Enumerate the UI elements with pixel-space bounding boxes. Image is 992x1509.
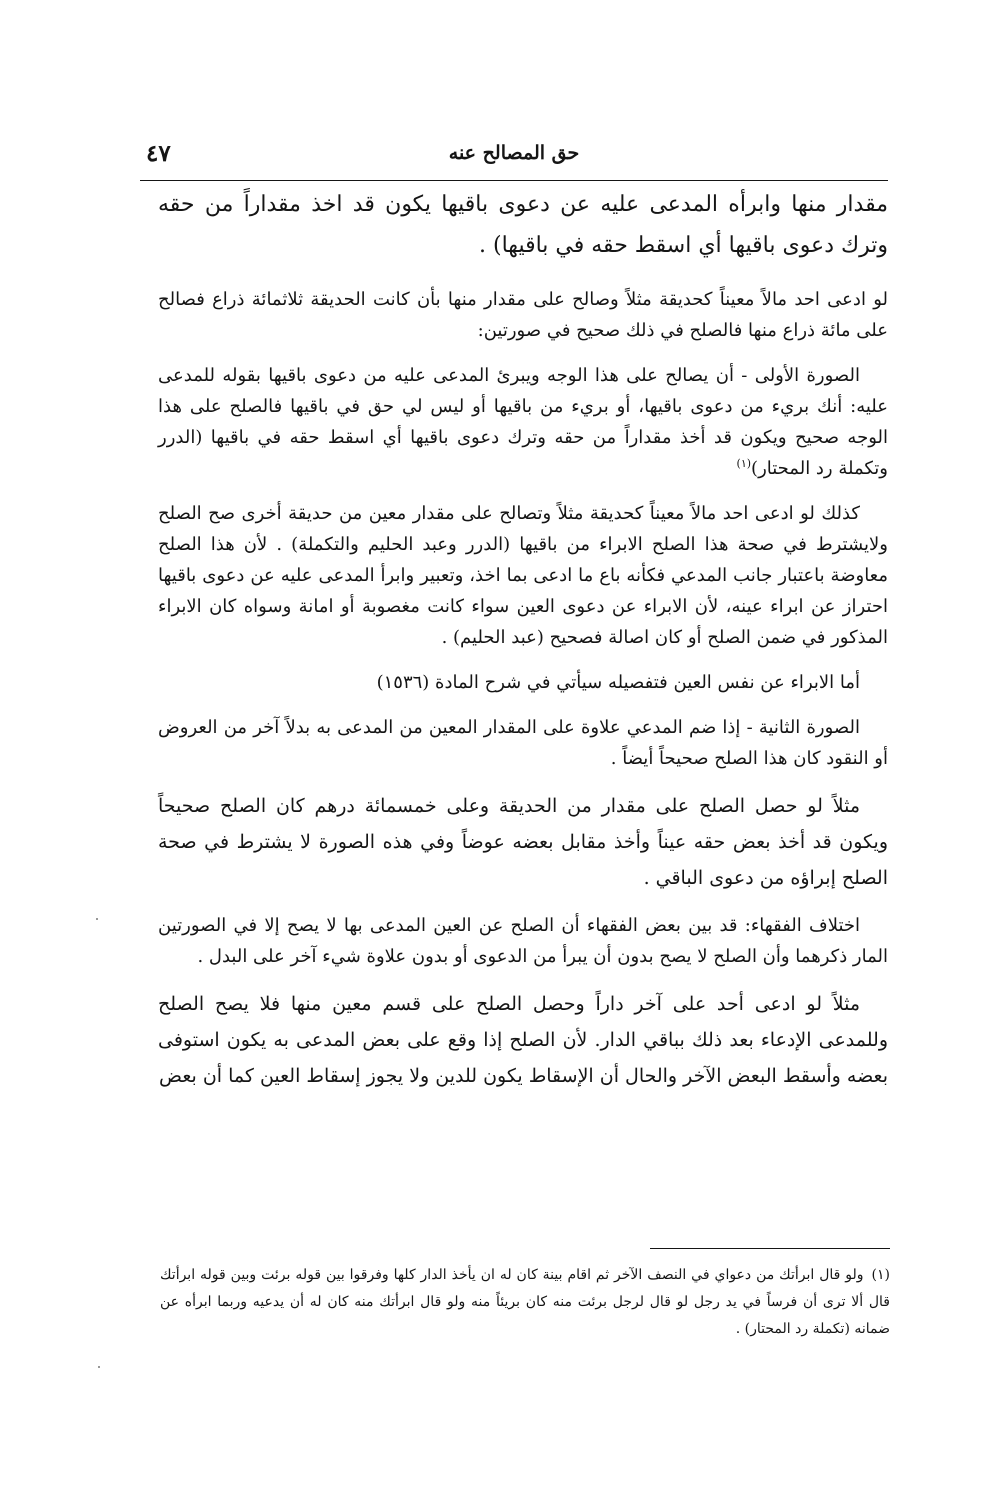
running-header — [140, 138, 888, 178]
paragraph-claim-example: لو ادعى احد مالاً معيناً كحديقة مثلاً وصالح على مقدار منها بأن كانت الحديقة ثلاثمائة ذراع فصالح على مائة ذراع منها فالصلح في ذلك صحيح في صورتين: — [158, 289, 888, 341]
paragraph-continuation: مقدار منها وابرأه المدعى عليه عن دعوى باقيها يكون قد اخذ مقداراً من حقه وترك دعوى باقيها أي اسقط حقه في باقيها) . — [158, 192, 888, 258]
first-form-text: الصورة الأولى - أن يصالح على هذا الوجه ويبرئ المدعى عليه من دعوى باقيها بقوله للمدعى عليه: أنك بريء من دعوى باقيها، أو بريء من باقيها أو ليس لي حق في باقيها فالصلح على هذا الوجه صحيح ويكون قد أخذ مقداراً من حقه وترك دعوى باقيها أي اسقط حقه في باقيها (الدرر وتكملة رد المحتار) — [158, 365, 888, 479]
paragraph-second-form: الصورة الثانية - إذا ضم المدعي علاوة على المقدار المعين من المدعى به بدلاً آخر من العروض أو النقود كان هذا الصلح صحيحاً أيضاً . — [158, 717, 888, 769]
paragraph-first-form — [158, 360, 888, 484]
paragraph-likewise: كذلك لو ادعى احد مالاً معيناً كحديقة مثلاً وتصالح على مقدار معين من حديقة أخرى صح الصلح ولايشترط في صحة هذا الصلح الابراء من باقيها (الدرر وعبد الحليم والتكملة) . لأن هذا الصلح معاوضة باعتبار جانب المدعي فكأنه باع ما ادعى بما اخذ، وتعبير وابرأ المدعى عليه عن دعوى باقيها احتراز عن ابراء عينه، لأن الابراء عن دعوى العين سواء كانت مغصوبة أو امانة وسواه كان الابراء المذكور في ضمن الصلح أو كان اصالة فصحيح (عبد الحليم) . — [158, 503, 888, 648]
footnote-marker: (١) — [871, 1267, 890, 1283]
footnote-reference: (١) — [736, 457, 752, 470]
footnote-text: ولو قال ابرأتك من دعواي في النصف الآخر ثم اقام بينة كان له ان يأخذ الدار كلها وفرقوا بين قوله برئت وبين قوله ابرأتك قال ألا ترى أن فرساً في يد رجل لو قال لرجل برئت منه كان بريئاً منه ولو قال ابرأتك منه كان له أن يدعيه وربما ابرأه عن ضمانه (تكملة رد المحتار) . — [160, 1267, 890, 1337]
page-number: ٤٧ — [146, 140, 171, 167]
body-text — [158, 184, 888, 1094]
footnote — [160, 1262, 890, 1343]
header-rule — [140, 180, 888, 181]
scan-speck — [96, 918, 98, 920]
paragraph-house-example: مثلاً لو ادعى أحد على آخر داراً وحصل الصلح على قسم معين منها فلا يصح الصلح وللمدعى الإدعاء بعد ذلك بباقي الدار. لأن الصلح إذا وقع على بعض المدعى به يكون استوفى بعضه وأسقط البعض الآخر والحال أن الإسقاط يكون للدين ولا يجوز إسقاط العين كما أن بعض — [158, 993, 888, 1087]
scan-speck — [98, 1366, 100, 1368]
footnote-rule — [650, 1248, 890, 1249]
paragraph-jurists-disagreement: اختلاف الفقهاء: قد بين بعض الفقهاء أن الصلح عن العين المدعى بها لا يصح إلا في الصورتين المار ذكرهما وأن الصلح لا يصح بدون أن يبرأ من الدعوى أو بدون علاوة شيء آخر على البدل . — [158, 915, 888, 967]
running-title: حق المصالح عنه — [448, 142, 580, 164]
paragraph-release-note: أما الابراء عن نفس العين فتفصيله سيأتي في شرح المادة (١٥٣٦) — [376, 672, 860, 693]
paragraph-second-form-example: مثلاً لو حصل الصلح على مقدار من الحديقة وعلى خمسمائة درهم كان الصلح صحيحاً ويكون قد أخذ بعض حقه عيناً وأخذ مقابل بعضه عوضاً وفي هذه الصورة لا يشترط في صحة الصلح إبراؤه من دعوى الباقي . — [158, 795, 888, 889]
